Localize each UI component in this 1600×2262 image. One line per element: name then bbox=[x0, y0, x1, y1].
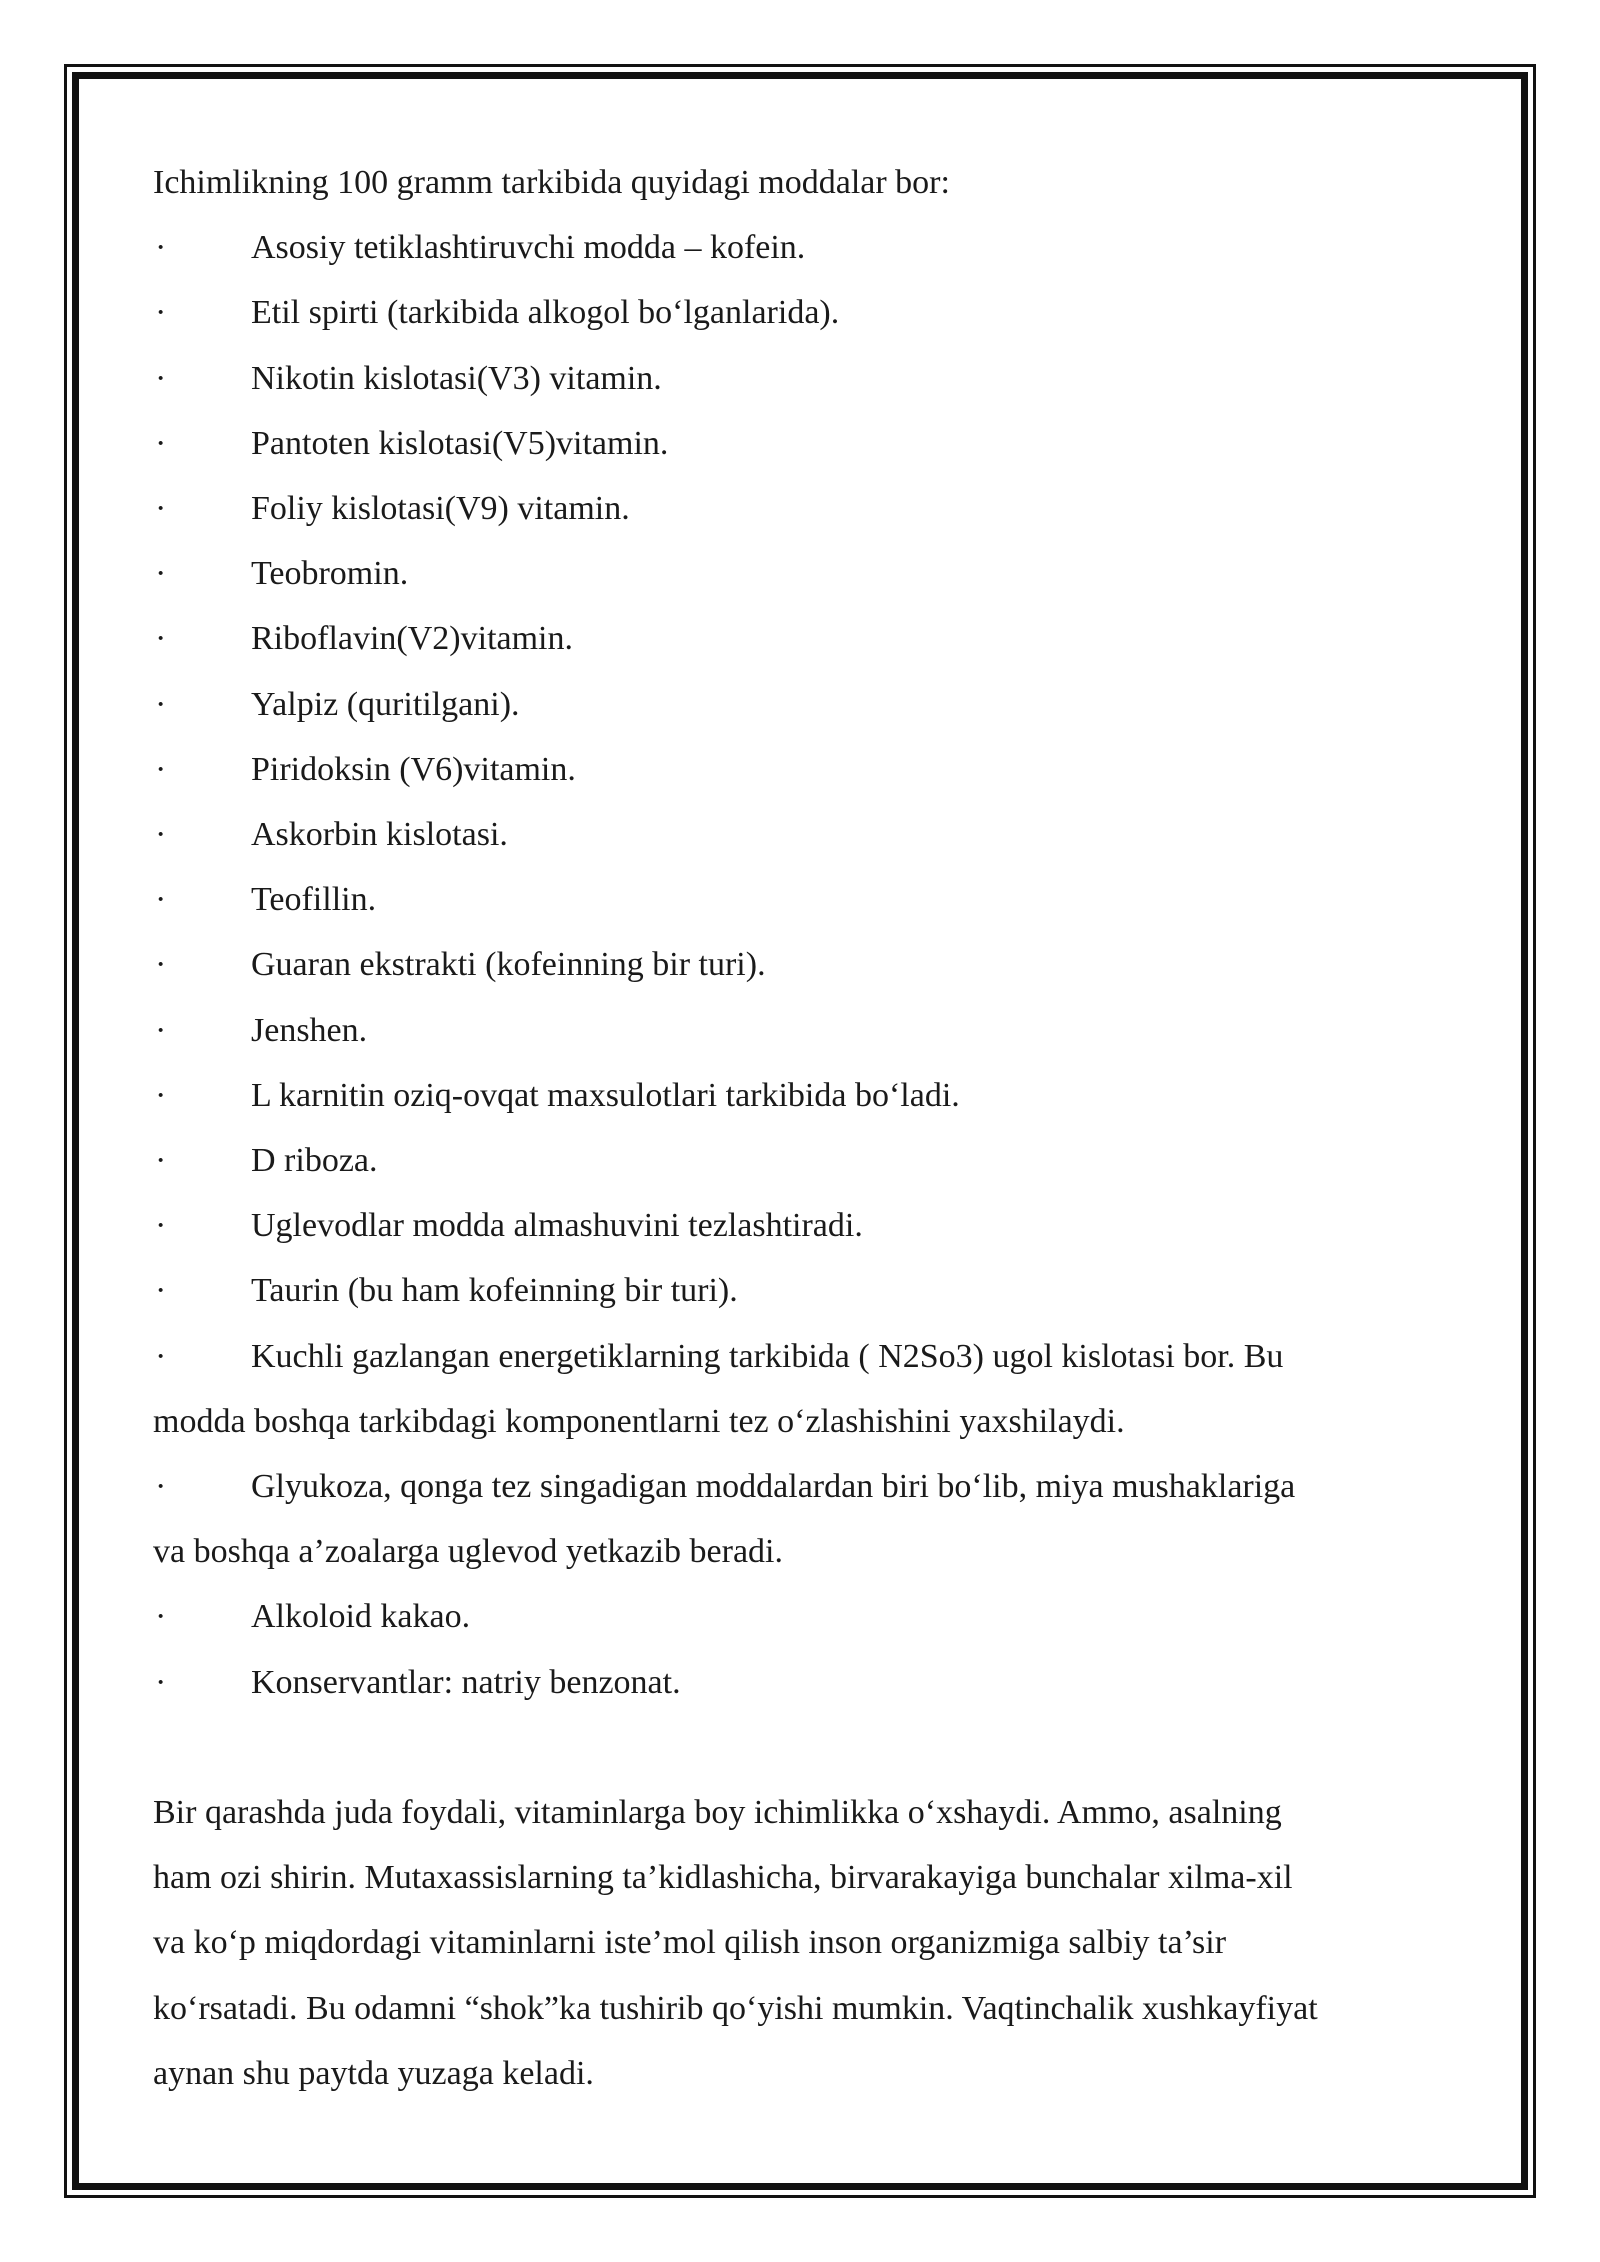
paragraph-line: aynan shu paytda yuzaga keladi. bbox=[153, 2054, 594, 2092]
paragraph-line: va ko‘p miqdordagi vitaminlarni iste’mol qilish inson organizmiga salbiy ta’sir bbox=[153, 1924, 1227, 1962]
ingredient-list bbox=[153, 215, 1463, 1715]
list-item bbox=[153, 215, 1463, 280]
bullet-icon: · bbox=[155, 750, 167, 788]
list-item-text: Guaran ekstrakti (kofeinning bir turi). bbox=[251, 946, 766, 984]
bullet-icon: · bbox=[155, 1011, 167, 1049]
list-item bbox=[153, 346, 1463, 411]
list-item bbox=[153, 737, 1463, 802]
bullet-icon: · bbox=[155, 620, 167, 658]
paragraph-line: ko‘rsatadi. Bu odamni “shok”ka tushirib qo‘yishi mumkin. Vaqtinchalik xushkayfiyat bbox=[153, 1989, 1318, 2027]
list-item bbox=[153, 280, 1463, 345]
list-item-text: Teofillin. bbox=[251, 881, 377, 919]
list-item-text: Taurin (bu ham kofeinning bir turi). bbox=[251, 1272, 738, 1310]
list-item-text: Foliy kislotasi(V9) vitamin. bbox=[251, 490, 630, 528]
list-item bbox=[153, 1324, 1463, 1454]
bullet-icon: · bbox=[155, 1142, 167, 1180]
bullet-icon: · bbox=[155, 294, 167, 332]
bullet-icon: · bbox=[155, 1272, 167, 1310]
bullet-icon: · bbox=[155, 555, 167, 593]
bullet-icon: · bbox=[155, 359, 167, 397]
list-item-text: Uglevodlar modda almashuvini tezlashtiradi. bbox=[251, 1207, 863, 1245]
list-item-text-continued: modda boshqa tarkibdagi komponentlarni tez o‘zlashishini yaxshilaydi. bbox=[153, 1402, 1125, 1440]
bullet-icon: · bbox=[155, 1076, 167, 1114]
list-item-text: L karnitin oziq-ovqat maxsulotlari tarkibida bo‘ladi. bbox=[251, 1076, 960, 1114]
list-item bbox=[153, 411, 1463, 476]
list-item bbox=[153, 1650, 1463, 1715]
list-item-text: Teobromin. bbox=[251, 555, 409, 593]
bullet-icon: · bbox=[155, 881, 167, 919]
bullet-icon: · bbox=[155, 1468, 167, 1506]
paragraph-gap bbox=[153, 1715, 1463, 1780]
list-item-text: Jenshen. bbox=[251, 1011, 368, 1049]
list-item-text: Asosiy tetiklashtiruvchi modda – kofein. bbox=[251, 229, 806, 267]
list-item bbox=[153, 1584, 1463, 1649]
bullet-icon: · bbox=[155, 1598, 167, 1636]
bullet-icon: · bbox=[155, 424, 167, 462]
list-item-text: Kuchli gazlangan energetiklarning tarkibida ( N2So3) ugol kislotasi bor. Bu bbox=[251, 1337, 1284, 1375]
list-item-text: Nikotin kislotasi(V3) vitamin. bbox=[251, 359, 662, 397]
bullet-icon: · bbox=[155, 490, 167, 528]
paragraph-line: Bir qarashda juda foydali, vitaminlarga boy ichimlikka o‘xshaydi. Ammo, asalning bbox=[153, 1794, 1282, 1832]
list-item bbox=[153, 1193, 1463, 1258]
bullet-icon: · bbox=[155, 946, 167, 984]
list-item bbox=[153, 1128, 1463, 1193]
bullet-icon: · bbox=[155, 1663, 167, 1701]
list-item-text: Piridoksin (V6)vitamin. bbox=[251, 750, 576, 788]
list-item bbox=[153, 672, 1463, 737]
list-item-text: D riboza. bbox=[251, 1142, 378, 1180]
list-item-text: Konservantlar: natriy benzonat. bbox=[251, 1663, 681, 1701]
list-item bbox=[153, 476, 1463, 541]
bullet-icon: · bbox=[155, 1337, 167, 1375]
list-item bbox=[153, 1454, 1463, 1584]
list-item bbox=[153, 541, 1463, 606]
list-item-text: Alkoloid kakao. bbox=[251, 1598, 471, 1636]
list-item-text-continued: va boshqa a’zoalarga uglevod yetkazib beradi. bbox=[153, 1533, 783, 1571]
list-item bbox=[153, 1063, 1463, 1128]
list-item-text: Askorbin kislotasi. bbox=[251, 816, 508, 854]
intro-line: Ichimlikning 100 gramm tarkibida quyidagi moddalar bor: bbox=[153, 164, 950, 201]
list-item bbox=[153, 932, 1463, 997]
list-item bbox=[153, 1258, 1463, 1323]
document-body bbox=[153, 150, 1463, 2106]
list-item bbox=[153, 867, 1463, 932]
list-item-text: Pantoten kislotasi(V5)vitamin. bbox=[251, 424, 669, 462]
bullet-icon: · bbox=[155, 816, 167, 854]
bullet-icon: · bbox=[155, 229, 167, 267]
closing-paragraph bbox=[153, 1780, 1463, 2106]
list-item-text: Etil spirti (tarkibida alkogol bo‘lganlarida). bbox=[251, 294, 840, 332]
bullet-icon: · bbox=[155, 1207, 167, 1245]
list-item bbox=[153, 802, 1463, 867]
list-item-text: Riboflavin(V2)vitamin. bbox=[251, 620, 574, 658]
list-item-text: Glyukoza, qonga tez singadigan moddalardan biri bo‘lib, miya mushaklariga bbox=[251, 1468, 1296, 1506]
bullet-icon: · bbox=[155, 685, 167, 723]
list-item bbox=[153, 606, 1463, 671]
paragraph-line: ham ozi shirin. Mutaxassislarning ta’kidlashicha, birvarakayiga bunchalar xilma-xil bbox=[153, 1859, 1293, 1897]
list-item bbox=[153, 998, 1463, 1063]
list-item-text: Yalpiz (quritilgani). bbox=[251, 685, 520, 723]
